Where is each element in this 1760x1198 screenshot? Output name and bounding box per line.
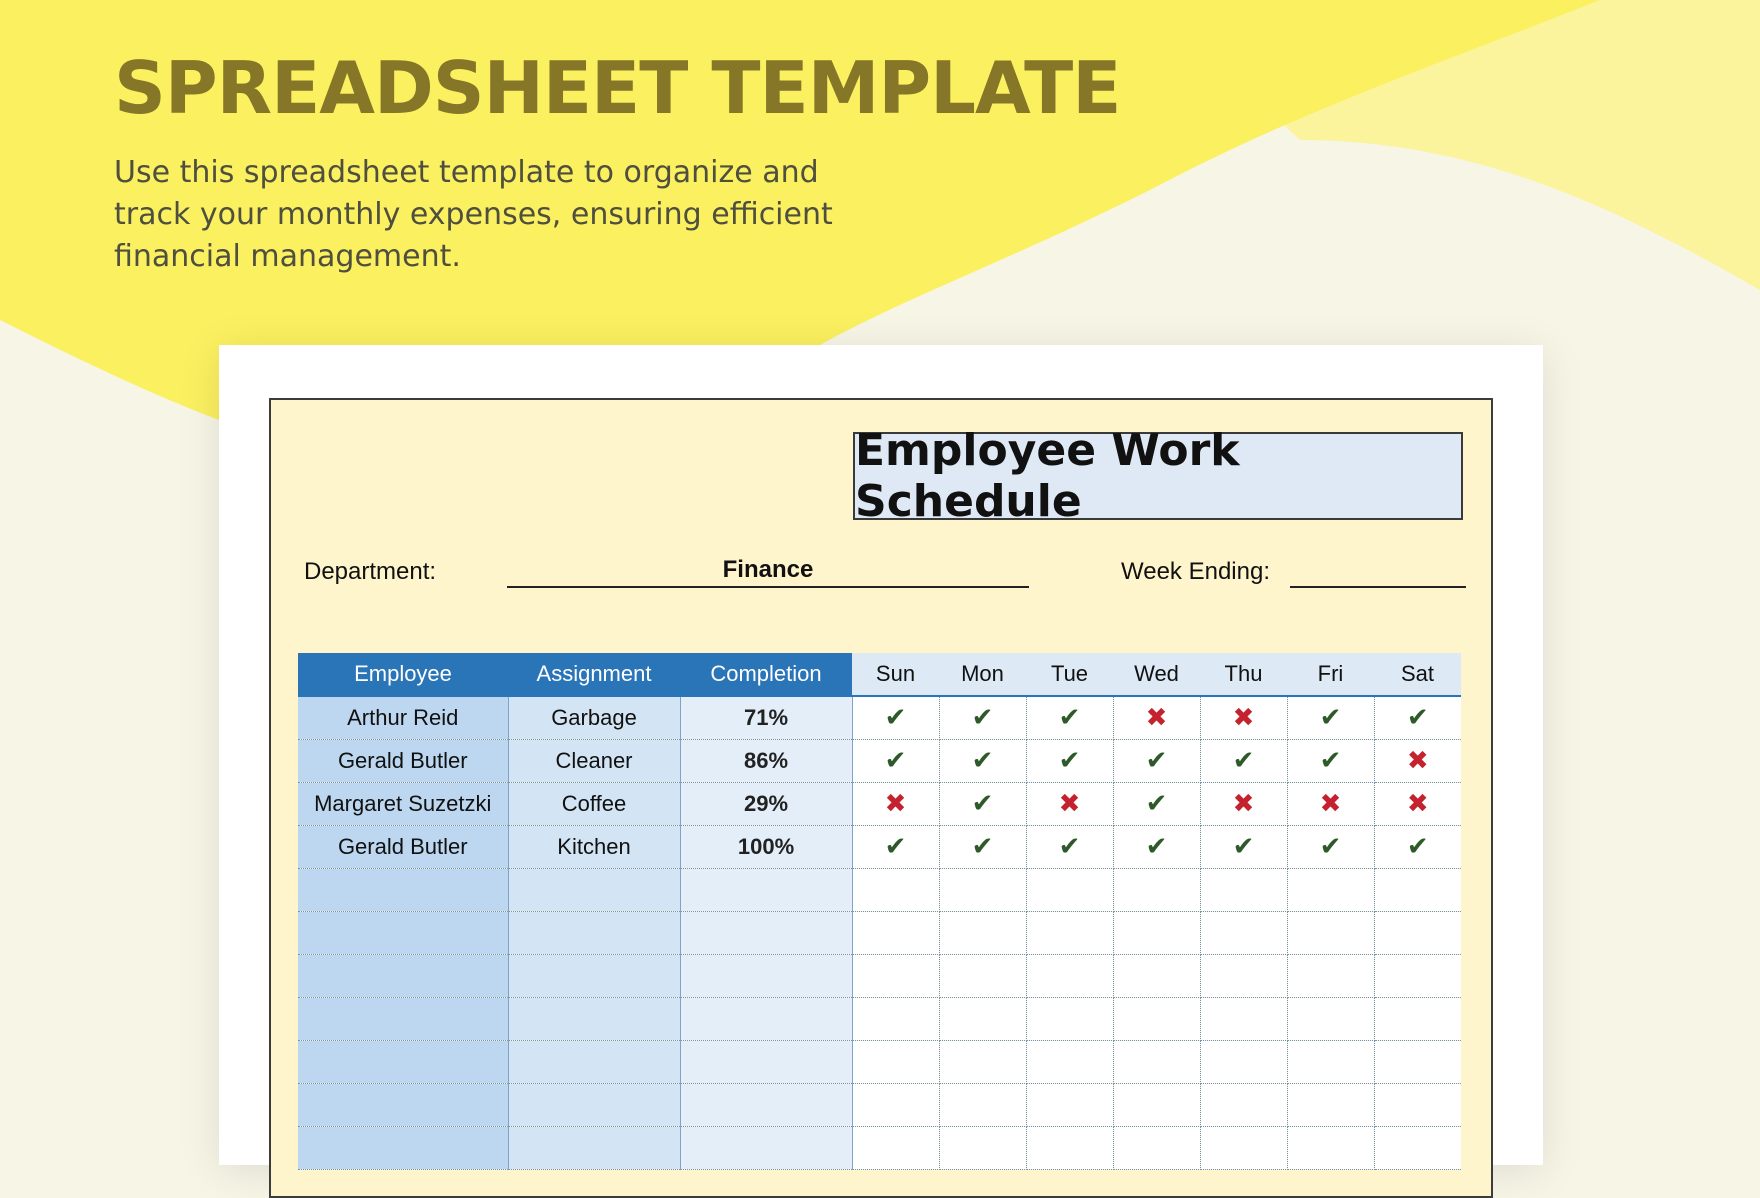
day-cell-mon[interactable] xyxy=(939,1083,1026,1126)
table-header-row xyxy=(298,653,1461,696)
day-cell-tue[interactable] xyxy=(1026,1126,1113,1169)
day-cell-sat[interactable] xyxy=(1374,1083,1461,1126)
day-cell-wed[interactable] xyxy=(1113,954,1200,997)
day-header-tue: Tue xyxy=(1026,653,1113,696)
cross-icon: ✖ xyxy=(884,788,907,818)
day-cell-wed[interactable] xyxy=(1113,997,1200,1040)
day-cell-fri[interactable] xyxy=(1287,696,1374,739)
assignment-cell[interactable] xyxy=(508,868,680,911)
template-preview-sheet xyxy=(219,345,1543,1165)
day-cell-wed[interactable] xyxy=(1113,825,1200,868)
day-cell-fri[interactable] xyxy=(1287,997,1374,1040)
day-cell-tue[interactable] xyxy=(1026,825,1113,868)
table-row xyxy=(298,696,1461,739)
day-cell-wed[interactable] xyxy=(1113,1040,1200,1083)
check-icon: ✔ xyxy=(1058,702,1081,733)
day-cell-fri[interactable] xyxy=(1287,1040,1374,1083)
day-cell-sun[interactable] xyxy=(852,825,939,868)
table-row xyxy=(298,954,1461,997)
employee-cell[interactable]: Gerald Butler xyxy=(298,739,508,782)
employee-cell[interactable] xyxy=(298,868,508,911)
employee-cell[interactable] xyxy=(298,1126,508,1169)
table-row xyxy=(298,825,1461,868)
day-cell-wed[interactable] xyxy=(1113,868,1200,911)
assignment-cell[interactable] xyxy=(508,1083,680,1126)
day-cell-tue[interactable] xyxy=(1026,739,1113,782)
day-cell-thu[interactable] xyxy=(1200,782,1287,825)
employee-cell[interactable] xyxy=(298,1083,508,1126)
day-cell-fri[interactable] xyxy=(1287,1083,1374,1126)
check-icon: ✔ xyxy=(1319,831,1342,861)
table-row xyxy=(298,1040,1461,1083)
day-cell-sat[interactable] xyxy=(1374,825,1461,868)
day-cell-sun[interactable] xyxy=(852,1083,939,1126)
day-cell-sat[interactable] xyxy=(1374,1126,1461,1169)
day-cell-sat[interactable] xyxy=(1374,954,1461,997)
day-cell-tue[interactable] xyxy=(1026,868,1113,911)
cross-icon: ✖ xyxy=(1145,702,1168,733)
day-cell-mon[interactable] xyxy=(939,696,1026,739)
completion-cell[interactable]: 100% xyxy=(680,825,852,868)
completion-cell[interactable] xyxy=(680,1040,852,1083)
table-row xyxy=(298,1126,1461,1169)
table-row xyxy=(298,1083,1461,1126)
employee-cell[interactable]: Arthur Reid xyxy=(298,696,508,739)
assignment-cell[interactable] xyxy=(508,1126,680,1169)
day-cell-tue[interactable] xyxy=(1026,911,1113,954)
day-cell-sun[interactable] xyxy=(852,1126,939,1169)
table-body xyxy=(298,696,1461,1169)
week-ending-field[interactable] xyxy=(1290,556,1466,588)
day-cell-sun[interactable] xyxy=(852,696,939,739)
day-cell-thu[interactable] xyxy=(1200,1040,1287,1083)
employee-cell[interactable] xyxy=(298,997,508,1040)
schedule-paper xyxy=(269,398,1493,1198)
hero-description: Use this spreadsheet template to organize and track your monthly expenses, ensuring efficient financial management. xyxy=(114,155,833,274)
completion-cell[interactable] xyxy=(680,1083,852,1126)
day-cell-mon[interactable] xyxy=(939,954,1026,997)
cross-icon: ✖ xyxy=(1319,788,1342,818)
check-icon: ✔ xyxy=(1406,831,1429,861)
completion-cell[interactable] xyxy=(680,911,852,954)
table-row xyxy=(298,782,1461,825)
day-cell-mon[interactable] xyxy=(939,825,1026,868)
department-label: Department: xyxy=(304,558,437,585)
day-cell-tue[interactable] xyxy=(1026,997,1113,1040)
day-cell-fri[interactable] xyxy=(1287,825,1374,868)
day-cell-sun[interactable] xyxy=(852,782,939,825)
day-cell-thu[interactable] xyxy=(1200,954,1287,997)
day-cell-mon[interactable] xyxy=(939,997,1026,1040)
table-row xyxy=(298,868,1461,911)
day-cell-sat[interactable] xyxy=(1374,696,1461,739)
check-icon: ✔ xyxy=(884,831,907,861)
schedule-table xyxy=(298,653,1461,1170)
week-ending-label: Week Ending: xyxy=(1121,558,1270,585)
day-cell-fri[interactable] xyxy=(1287,782,1374,825)
day-cell-sun[interactable] xyxy=(852,739,939,782)
employee-cell[interactable]: Margaret Suzetzki xyxy=(298,782,508,825)
hero-title: SPREADSHEET TEMPLATE xyxy=(114,46,1121,130)
employee-cell[interactable] xyxy=(298,911,508,954)
cross-icon: ✖ xyxy=(1406,745,1429,775)
day-cell-sat[interactable] xyxy=(1374,868,1461,911)
day-cell-mon[interactable] xyxy=(939,1126,1026,1169)
day-cell-sun[interactable] xyxy=(852,868,939,911)
day-header-thu: Thu xyxy=(1200,653,1287,696)
completion-cell[interactable]: 71% xyxy=(680,696,852,739)
day-cell-thu[interactable] xyxy=(1200,1126,1287,1169)
day-cell-fri[interactable] xyxy=(1287,954,1374,997)
day-cell-thu[interactable] xyxy=(1200,997,1287,1040)
employee-cell[interactable] xyxy=(298,954,508,997)
check-icon: ✔ xyxy=(1232,831,1255,861)
check-icon: ✔ xyxy=(971,745,994,775)
check-icon: ✔ xyxy=(884,745,907,775)
day-cell-fri[interactable] xyxy=(1287,911,1374,954)
day-cell-thu[interactable] xyxy=(1200,1083,1287,1126)
check-icon: ✔ xyxy=(1145,745,1168,775)
day-cell-wed[interactable] xyxy=(1113,696,1200,739)
day-cell-sat[interactable] xyxy=(1374,911,1461,954)
day-cell-thu[interactable] xyxy=(1200,739,1287,782)
completion-cell[interactable]: 29% xyxy=(680,782,852,825)
cross-icon: ✖ xyxy=(1232,788,1255,818)
check-icon: ✔ xyxy=(1406,702,1429,733)
cross-icon: ✖ xyxy=(1406,788,1429,818)
assignment-cell[interactable]: Kitchen xyxy=(508,825,680,868)
day-cell-wed[interactable] xyxy=(1113,739,1200,782)
cross-icon: ✖ xyxy=(1058,788,1081,818)
column-header-completion: Completion xyxy=(680,653,852,696)
day-cell-thu[interactable] xyxy=(1200,825,1287,868)
completion-cell[interactable] xyxy=(680,954,852,997)
day-cell-wed[interactable] xyxy=(1113,782,1200,825)
column-header-assignment: Assignment xyxy=(508,653,680,696)
completion-cell[interactable] xyxy=(680,997,852,1040)
day-cell-thu[interactable] xyxy=(1200,696,1287,739)
table-row xyxy=(298,911,1461,954)
day-cell-wed[interactable] xyxy=(1113,1083,1200,1126)
day-cell-sun[interactable] xyxy=(852,911,939,954)
day-cell-tue[interactable] xyxy=(1026,1083,1113,1126)
check-icon: ✔ xyxy=(884,702,907,733)
cross-icon: ✖ xyxy=(1232,702,1255,733)
assignment-cell[interactable]: Coffee xyxy=(508,782,680,825)
assignment-cell[interactable] xyxy=(508,954,680,997)
employee-cell[interactable]: Gerald Butler xyxy=(298,825,508,868)
day-cell-sat[interactable] xyxy=(1374,739,1461,782)
day-header-fri: Fri xyxy=(1287,653,1374,696)
check-icon: ✔ xyxy=(1145,831,1168,861)
day-cell-thu[interactable] xyxy=(1200,911,1287,954)
day-cell-thu[interactable] xyxy=(1200,868,1287,911)
day-header-sun: Sun xyxy=(852,653,939,696)
day-cell-tue[interactable] xyxy=(1026,1040,1113,1083)
day-cell-tue[interactable] xyxy=(1026,954,1113,997)
day-cell-sat[interactable] xyxy=(1374,1040,1461,1083)
check-icon: ✔ xyxy=(1058,745,1081,775)
check-icon: ✔ xyxy=(971,788,994,818)
employee-cell[interactable] xyxy=(298,1040,508,1083)
assignment-cell[interactable] xyxy=(508,997,680,1040)
day-cell-mon[interactable] xyxy=(939,782,1026,825)
day-cell-tue[interactable] xyxy=(1026,696,1113,739)
day-cell-fri[interactable] xyxy=(1287,739,1374,782)
completion-cell[interactable] xyxy=(680,868,852,911)
day-cell-sun[interactable] xyxy=(852,997,939,1040)
day-cell-sun[interactable] xyxy=(852,954,939,997)
day-cell-sun[interactable] xyxy=(852,1040,939,1083)
check-icon: ✔ xyxy=(1319,745,1342,775)
day-cell-mon[interactable] xyxy=(939,911,1026,954)
table-row xyxy=(298,997,1461,1040)
day-cell-fri[interactable] xyxy=(1287,1126,1374,1169)
day-cell-mon[interactable] xyxy=(939,868,1026,911)
check-icon: ✔ xyxy=(1232,745,1255,775)
day-header-sat: Sat xyxy=(1374,653,1461,696)
day-header-mon: Mon xyxy=(939,653,1026,696)
completion-cell[interactable] xyxy=(680,1126,852,1169)
day-header-wed: Wed xyxy=(1113,653,1200,696)
day-cell-mon[interactable] xyxy=(939,739,1026,782)
check-icon: ✔ xyxy=(971,831,994,861)
day-cell-fri[interactable] xyxy=(1287,868,1374,911)
day-cell-mon[interactable] xyxy=(939,1040,1026,1083)
completion-cell[interactable]: 86% xyxy=(680,739,852,782)
table-row xyxy=(298,739,1461,782)
check-icon: ✔ xyxy=(1145,788,1168,818)
day-cell-tue[interactable] xyxy=(1026,782,1113,825)
assignment-cell[interactable] xyxy=(508,911,680,954)
day-cell-wed[interactable] xyxy=(1113,1126,1200,1169)
assignment-cell[interactable]: Garbage xyxy=(508,696,680,739)
day-cell-sat[interactable] xyxy=(1374,782,1461,825)
check-icon: ✔ xyxy=(1058,831,1081,861)
document-title: Employee Work Schedule xyxy=(853,432,1463,520)
day-cell-sat[interactable] xyxy=(1374,997,1461,1040)
department-field[interactable]: Finance xyxy=(507,556,1029,588)
assignment-cell[interactable]: Cleaner xyxy=(508,739,680,782)
check-icon: ✔ xyxy=(971,702,994,733)
assignment-cell[interactable] xyxy=(508,1040,680,1083)
check-icon: ✔ xyxy=(1319,702,1342,733)
day-cell-wed[interactable] xyxy=(1113,911,1200,954)
column-header-employee: Employee xyxy=(298,653,508,696)
